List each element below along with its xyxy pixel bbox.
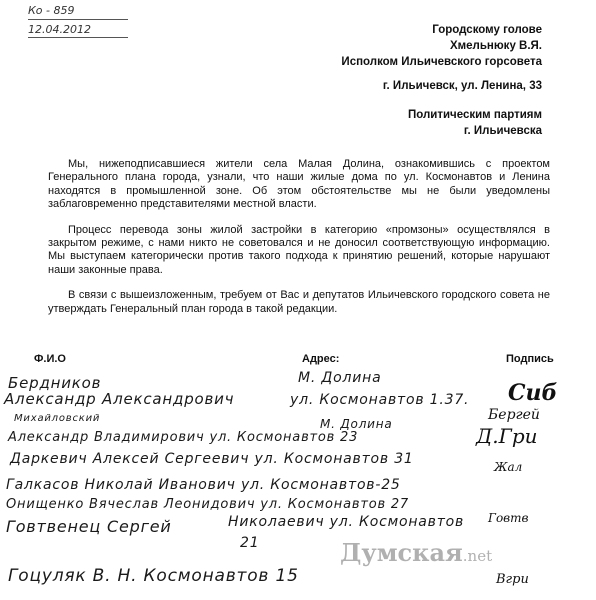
addressee-line-3: Исполком Ильичевского горсовета [341, 56, 542, 68]
watermark-main: Думская [340, 538, 463, 567]
addressee-line-5: Политическим партиям [407, 109, 542, 121]
paragraph-2: Процесс перевода зоны жилой застройки в категорию «промзоны» осуществлялся в закрытом режиме, с нами никто не советовался и не доносил соответствующую информацию. Мы выступаем категорически против такого подхода к принятию решений, которые нарушают наши законные права. [48, 223, 550, 276]
handwritten-entry: Галкасов Николай Иванович ул. Космонавтов-25 [6, 477, 401, 493]
addressee-line-4: г. Ильичевск, ул. Ленина, 33 [382, 80, 542, 92]
site-watermark [340, 538, 492, 567]
signature: Д.Гри [476, 424, 538, 448]
handwritten-entry: Даркевич Алексей Сергеевич ул. Космонавтов 31 [10, 451, 414, 467]
handwritten-entry: Александр Владимирович ул. Космонавтов 23 [8, 430, 359, 445]
petition-body [48, 158, 550, 316]
handwritten-entry: Гоцуляк В. Н. Космонавтов 15 [8, 566, 299, 586]
registration-date: 12.04.2012 [28, 23, 128, 38]
addressee-line-1: Городскому голове [432, 24, 542, 36]
handwritten-entry: Онищенко Вячеслав Леонидович ул. Космонавтов 27 [6, 497, 409, 512]
paragraph-3: В связи с вышеизложенным, требуем от Вас и депутатов Ильичевского городского совета не утверждать Генеральный план города в такой редакции. [48, 289, 550, 315]
signature: Говтв [488, 511, 529, 525]
watermark-suffix: .net [462, 547, 493, 565]
column-address: Адрес: [302, 353, 340, 365]
handwritten-entry: М. Долина [298, 370, 382, 386]
handwritten-entry: Бердников [8, 374, 102, 392]
handwritten-entry: М. Долина [320, 417, 393, 431]
addressee-line-6: г. Ильичевска [463, 125, 542, 137]
handwritten-entry: Михайловский [14, 413, 101, 424]
handwritten-entry: Николаевич ул. Космонавтов [228, 514, 465, 530]
signature: Сиб [508, 380, 558, 406]
column-signature: Подпись [506, 353, 554, 365]
addressee-line-2: Хмельнюку В.Я. [449, 40, 542, 52]
signature: Вгри [496, 572, 529, 587]
paragraph-1: Мы, нижеподписавшиеся жители села Малая Долина, ознакомившись с проектом Генерального плана города, узнали, что наши жилые дома по ул. Космонавтов и Ленина находятся в промышленной зоне. Об этом обстоятельстве мы не были уведомлены заблаговременно представителями местной власти. [48, 158, 550, 211]
addressee-block [341, 22, 542, 139]
signature: Бергей [488, 407, 540, 423]
handwritten-entry: ул. Космонавтов 1.37. [290, 392, 470, 408]
handwritten-entry: Александр Александрович [4, 390, 235, 408]
handwritten-entry: 21 [240, 535, 260, 551]
signature: Жал [494, 460, 523, 474]
registration-number: Ко - 859 [28, 4, 128, 20]
registration-stamp [28, 4, 128, 38]
handwritten-entry: Говтвенец Сергей [6, 517, 172, 536]
column-fio: Ф.И.О [34, 353, 66, 365]
